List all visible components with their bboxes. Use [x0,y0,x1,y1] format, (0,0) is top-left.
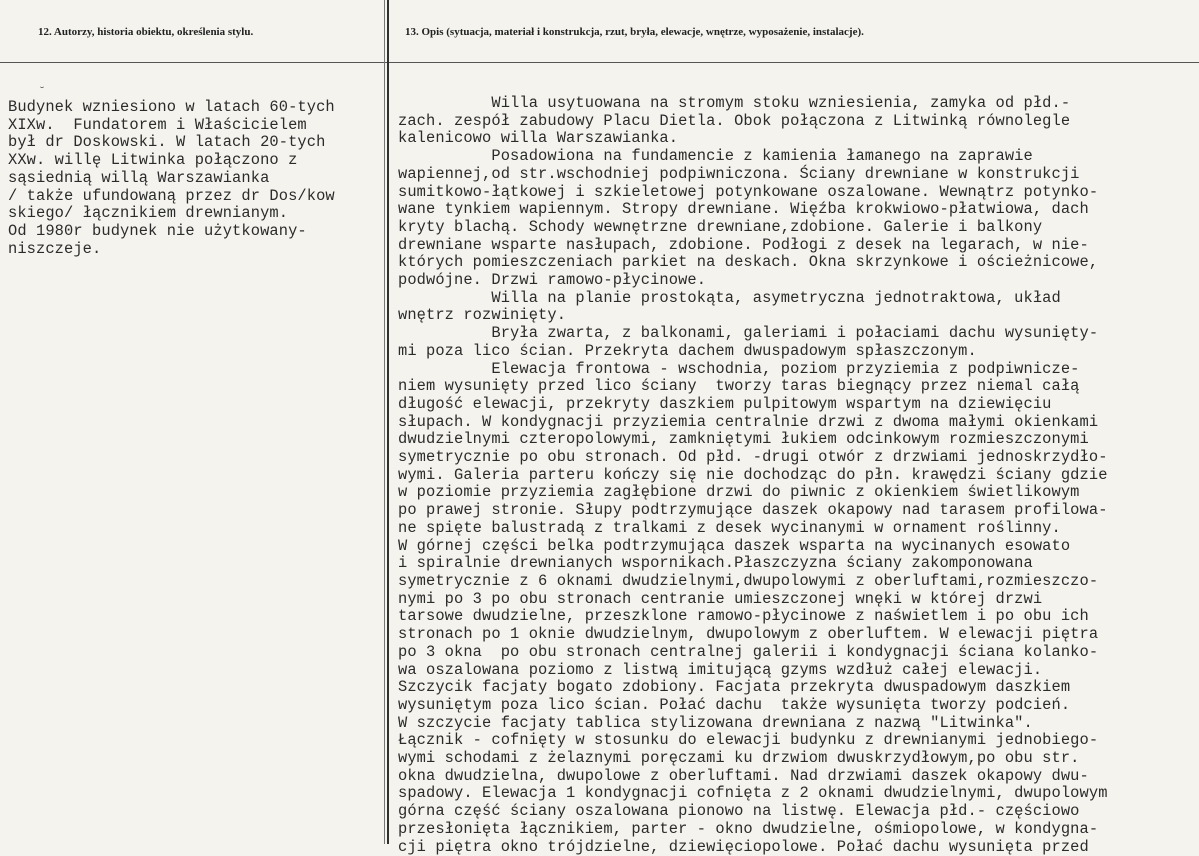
text-line: mi poza lico ścian. Przekryta dachem dwuspadowym spłaszczonym. [398,341,977,360]
text-line: sąsiednią willą Warszawianka [8,168,270,187]
text-line: Willa usytuowana na stromym stoku wzniesienia, zamyka od płd.- [398,94,1071,112]
text-line: ne spięte balustradą z tralkami z desek wycinanymi w ornament roślinny. [398,518,1061,537]
text-line: górna część ściany oszalowana pionowo na listwę. Elewacja płd.- częściowo [398,802,1080,821]
column-divider [387,0,389,844]
text-line: stronach po 1 oknie dwudzielnym, dwupolowym z oberluftem. W elewacji piętra [398,625,1099,644]
header-divider [0,62,1199,63]
text-line: sumitkowo-łątkowej i szkieletowej potynkowane oszalowane. Wewnątrz potynko- [398,182,1099,201]
text-line: Bryła zwarta, z balkonami, galeriami i połaciami dachu wysunięty- [398,324,1099,343]
text-line: W górnej części belka podtrzymująca daszek wsparta na wycinanych esowato [398,536,1071,555]
text-line: cji piętra okno trójdzielne, dziewięciopolowe. Połać dachu wysunięta przed [398,837,1089,856]
text-line: niszczeje. [8,239,102,258]
text-line: okna dwudzielna, dwupolowe z oberluftami. Nad drzwiami daszek okapowy dwu- [398,766,1089,785]
text-line: tarsowe dwudzielne, przeszklone ramowo-płycinowe z naświetlem i po obu ich [398,607,1089,626]
text-line: Willa na planie prostokąta, asymetryczna jednotraktowa, układ [398,288,1061,307]
text-line: XXw. willę Litwinka połączono z [8,151,298,170]
text-line: Szczycik facjaty bogato zdobiony. Facjata przekryta dwuspadowym daszkiem [398,678,1071,697]
text-line: w poziomie przyziemia zagłębione drzwi do piwnic z okienkiem świetlikowym [398,483,1080,502]
text-line: kalenicowo willa Warszawianka. [398,129,679,148]
text-line: nymi po 3 po obu stronach centranie umieszczonej wnęki w której drzwi [398,589,1043,608]
text-line: kryty blachą. Schody wewnętrzne drewniane,zdobione. Galerie i balkony [398,217,1043,236]
text-line: Budynek wzniesiono w latach 60-tych [8,98,335,116]
text-line: Posadowiona na fundamencie z kamienia łamanego na zaprawie [398,147,1033,166]
text-line: zach. zespół zabudowy Placu Dietla. Obok połączona z Litwinką równolegle [398,111,1071,130]
text-line: słupach. W kondygnacji przyziemia centralnie drzwi z dwoma małymi okienkami [398,412,1099,431]
section-12-header: 12. Autorzy, historia obiektu, określenia stylu. [38,26,254,38]
text-line: symetrycznie z 6 oknami dwudzielnymi,dwupolowymi z oberluftami,rozmieszczo- [398,571,1099,590]
text-line: niem wysunięty przed lico ściany tworzy taras biegnący przez niemal całą [398,377,1080,396]
text-line: przesłonięta łącznikiem, parter - okno dwudzielne, ośmiopolowe, w kondygna- [398,819,1099,838]
text-line: Elewacja frontowa - wschodnia, poziom przyziemia z podpiwnicze- [398,359,1080,378]
text-line: był dr Doskowski. W latach 20-tych [8,133,326,152]
description-text [398,95,1108,856]
text-line: W szczycie facjaty tablica stylizowana drewniana z nazwą "Litwinka". [398,713,1033,732]
text-line: spadowy. Elewacja 1 kondygnacji cofnięta z 2 oknami dwudzielnymi, dwupolowym [398,784,1108,803]
text-line: wysuniętym poza lico ścian. Połać dachu także wysunięta tworzy podcień. [398,695,1071,714]
text-line: symetrycznie po obu stronach. Od płd. -drugi otwór z drzwiami jednoskrzydło- [398,448,1108,467]
text-line: wane tynkiem wapiennym. Stropy drewniane. Więźba krokwiowo-płatwiowa, dach [398,200,1089,219]
text-line: XIXw. Fundatorem i Właścicielem [8,115,307,134]
text-line: których pomieszczeniach parkiet na deskach. Okna skrzynkowe i ościeżnicowe, [398,253,1099,272]
text-line: wapiennej,od str.wschodniej podpiwniczona. Ściany drewniane w konstrukcji [398,164,1080,183]
text-line: po 3 okna po obu stronach centralnej galerii i kondygnacji ściana kolanko- [398,642,1099,661]
text-line: wymi schodami z żelaznymi poręczami ku drzwiom dwuskrzydłowym,po obu str. [398,749,1080,768]
pencil-mark [40,84,44,88]
text-line: długość elewacji, przekryty daszkiem pulpitowym wspartym na dziewięciu [398,394,1052,413]
text-line: podwójne. Drzwi ramowo-płycinowe. [398,271,707,290]
text-line: Łącznik - cofnięty w stosunku do elewacji budynku z drewnianymi jednobiego- [398,731,1099,750]
text-line: wymi. Galeria parteru kończy się nie dochodząc do płn. krawędzi ściany gdzie [398,465,1108,484]
text-line: wa oszalowana poziomo z listwą imitującą gzyms wzdłuż całej elewacji. [398,660,1043,679]
column-divider-thin [384,0,385,844]
text-line: i spiralnie drewnianych wspornikach.Płaszczyzna ściany zakomponowana [398,554,1033,573]
text-line: / także ufundowaną przez dr Dos/kow [8,186,335,205]
text-line: Od 1980r budynek nie użytkowany- [8,221,307,240]
history-text [8,99,335,258]
text-line: po prawej stronie. Słupy podtrzymujące daszek okapowy nad tarasem profilowa- [398,501,1108,520]
section-13-header: 13. Opis (sytuacja, materiał i konstrukcja, rzut, bryła, elewacje, wnętrze, wyposażenie, instalacje). [405,26,864,38]
text-line: skiego/ łącznikiem drewnianym. [8,204,289,223]
text-line: drewniane wsparte nasłupach, zdobione. Podłogi z desek na legarach, w nie- [398,235,1089,254]
text-line: dwudzielnymi czteropolowymi, zamkniętymi łukiem odcinkowym rozmieszczonymi [398,430,1089,449]
text-line: wnętrz rozwinięty. [398,306,567,325]
